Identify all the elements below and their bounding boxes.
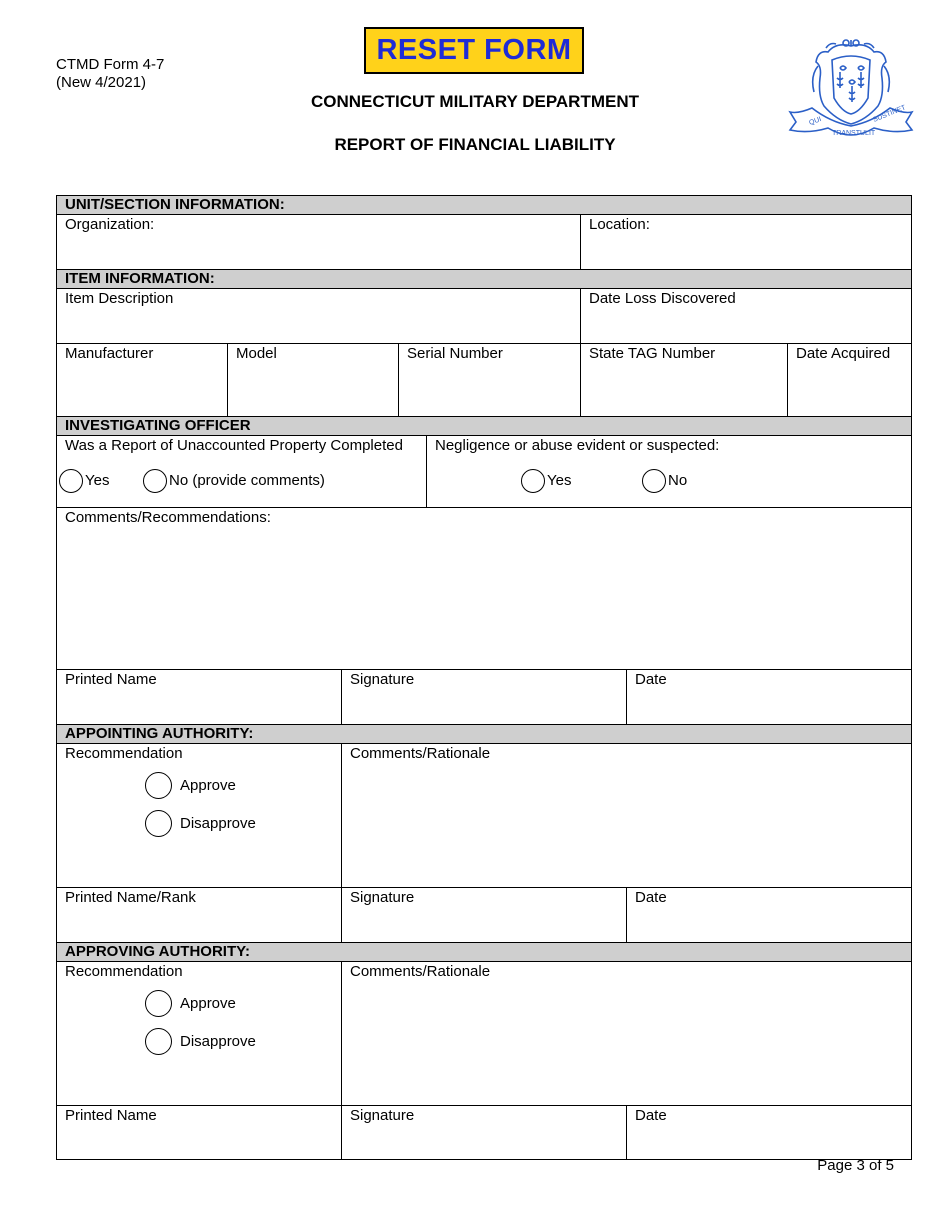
appointing-signature-row — [57, 888, 911, 943]
serial-number-field[interactable] — [399, 344, 581, 416]
approving-recommendation-label: Recommendation — [65, 963, 183, 980]
appointing-recommendation-cell — [57, 744, 342, 887]
appointing-approve-radio[interactable] — [145, 772, 172, 799]
appointing-disapprove-radio[interactable] — [145, 810, 172, 837]
approving-recommendation-row — [57, 962, 911, 1106]
item-description-field[interactable] — [57, 289, 581, 343]
appointing-date-label: Date — [635, 889, 667, 906]
report-yes-radio[interactable] — [59, 469, 83, 493]
approving-comments-label: Comments/Rationale — [350, 963, 491, 980]
appointing-header: APPOINTING AUTHORITY: — [57, 725, 911, 744]
organization-label: Organization: — [65, 216, 155, 233]
appointing-comments-field[interactable] — [342, 744, 911, 887]
state-tag-field[interactable] — [581, 344, 788, 416]
io-date-field[interactable] — [627, 670, 911, 724]
manufacturer-field[interactable] — [57, 344, 228, 416]
approving-header: APPROVING AUTHORITY: — [57, 943, 911, 962]
approving-approve-option[interactable] — [145, 990, 236, 1017]
approving-date-field[interactable] — [627, 1106, 911, 1159]
item-description-label: Item Description — [65, 290, 174, 307]
state-seal-icon — [788, 38, 914, 148]
reset-form-button[interactable]: RESET FORM — [364, 27, 584, 74]
appointing-approve-label: Approve — [180, 776, 236, 794]
report-question-label: Was a Report of Unaccounted Property Completed — [65, 437, 403, 454]
negligence-question-cell — [427, 436, 911, 507]
appointing-approve-option[interactable] — [145, 772, 236, 799]
io-signature-label: Signature — [350, 671, 415, 688]
io-signature-field[interactable] — [342, 670, 627, 724]
appointing-disapprove-label: Disapprove — [180, 814, 256, 832]
negligence-yes-option[interactable] — [521, 469, 571, 493]
appointing-disapprove-option[interactable] — [145, 810, 256, 837]
report-yes-option[interactable] — [59, 469, 109, 493]
item-desc-row — [57, 289, 911, 344]
location-field[interactable] — [581, 215, 911, 269]
approving-recommendation-cell — [57, 962, 342, 1105]
appointing-recommendation-label: Recommendation — [65, 745, 183, 762]
form-revision: (New 4/2021) — [56, 74, 147, 91]
form-id — [56, 56, 164, 92]
approving-approve-radio[interactable] — [145, 990, 172, 1017]
approving-printed-name-field[interactable] — [57, 1106, 342, 1159]
manufacturer-label: Manufacturer — [65, 345, 154, 362]
comments-row — [57, 508, 911, 670]
io-printed-name-field[interactable] — [57, 670, 342, 724]
negligence-question-label: Negligence or abuse evident or suspected: — [435, 437, 720, 454]
approving-comments-field[interactable] — [342, 962, 911, 1105]
approving-approve-label: Approve — [180, 994, 236, 1012]
appointing-date-field[interactable] — [627, 888, 911, 942]
model-field[interactable] — [228, 344, 399, 416]
approving-signature-row — [57, 1106, 911, 1159]
report-question-cell — [57, 436, 427, 507]
unit-section-header: UNIT/SECTION INFORMATION: — [57, 196, 911, 215]
negligence-yes-label: Yes — [547, 472, 572, 489]
item-details-row — [57, 344, 911, 417]
negligence-no-radio[interactable] — [642, 469, 666, 493]
date-loss-label: Date Loss Discovered — [589, 290, 736, 307]
date-acquired-field[interactable] — [788, 344, 911, 416]
investigating-header: INVESTIGATING OFFICER — [57, 417, 911, 436]
report-no-option[interactable] — [143, 469, 325, 493]
form-number: CTMD Form 4-7 — [56, 56, 165, 73]
comments-recommendations-label: Comments/Recommendations: — [65, 509, 271, 526]
organization-field[interactable] — [57, 215, 581, 269]
state-tag-label: State TAG Number — [589, 345, 716, 362]
negligence-yes-radio[interactable] — [521, 469, 545, 493]
serial-number-label: Serial Number — [407, 345, 503, 362]
seal-motto-2: TRANSTULIT — [832, 130, 876, 137]
appointing-printed-name-field[interactable] — [57, 888, 342, 942]
location-label: Location: — [589, 216, 650, 233]
page-title: REPORT OF FINANCIAL LIABILITY — [334, 135, 616, 154]
seal-motto-1: QUI — [808, 116, 823, 127]
seal-motto-3: SUSTINET — [872, 104, 907, 124]
appointing-comments-label: Comments/Rationale — [350, 745, 491, 762]
investigating-questions-row — [57, 436, 911, 508]
approving-disapprove-option[interactable] — [145, 1028, 256, 1055]
date-loss-field[interactable] — [581, 289, 911, 343]
report-no-radio[interactable] — [143, 469, 167, 493]
unit-row — [57, 215, 911, 270]
approving-signature-label: Signature — [350, 1107, 415, 1124]
appointing-signature-label: Signature — [350, 889, 415, 906]
approving-disapprove-label: Disapprove — [180, 1032, 256, 1050]
appointing-printed-name-label: Printed Name/Rank — [65, 889, 196, 906]
io-printed-name-label: Printed Name — [65, 671, 157, 688]
liability-form — [56, 195, 912, 1160]
model-label: Model — [236, 345, 277, 362]
page-number: Page 3 of 5 — [817, 1157, 894, 1174]
item-info-header: ITEM INFORMATION: — [57, 270, 911, 289]
negligence-no-label: No — [668, 472, 688, 489]
comments-recommendations-field[interactable] — [57, 508, 911, 669]
appointing-recommendation-row — [57, 744, 911, 888]
report-no-label: No (provide comments) — [169, 472, 325, 489]
date-acquired-label: Date Acquired — [796, 345, 891, 362]
approving-printed-name-label: Printed Name — [65, 1107, 157, 1124]
report-yes-label: Yes — [85, 472, 110, 489]
negligence-no-option[interactable] — [642, 469, 687, 493]
approving-signature-field[interactable] — [342, 1106, 627, 1159]
approving-date-label: Date — [635, 1107, 667, 1124]
department-name: CONNECTICUT MILITARY DEPARTMENT — [310, 92, 640, 111]
approving-disapprove-radio[interactable] — [145, 1028, 172, 1055]
investigating-signature-row — [57, 670, 911, 725]
io-date-label: Date — [635, 671, 667, 688]
appointing-signature-field[interactable] — [342, 888, 627, 942]
